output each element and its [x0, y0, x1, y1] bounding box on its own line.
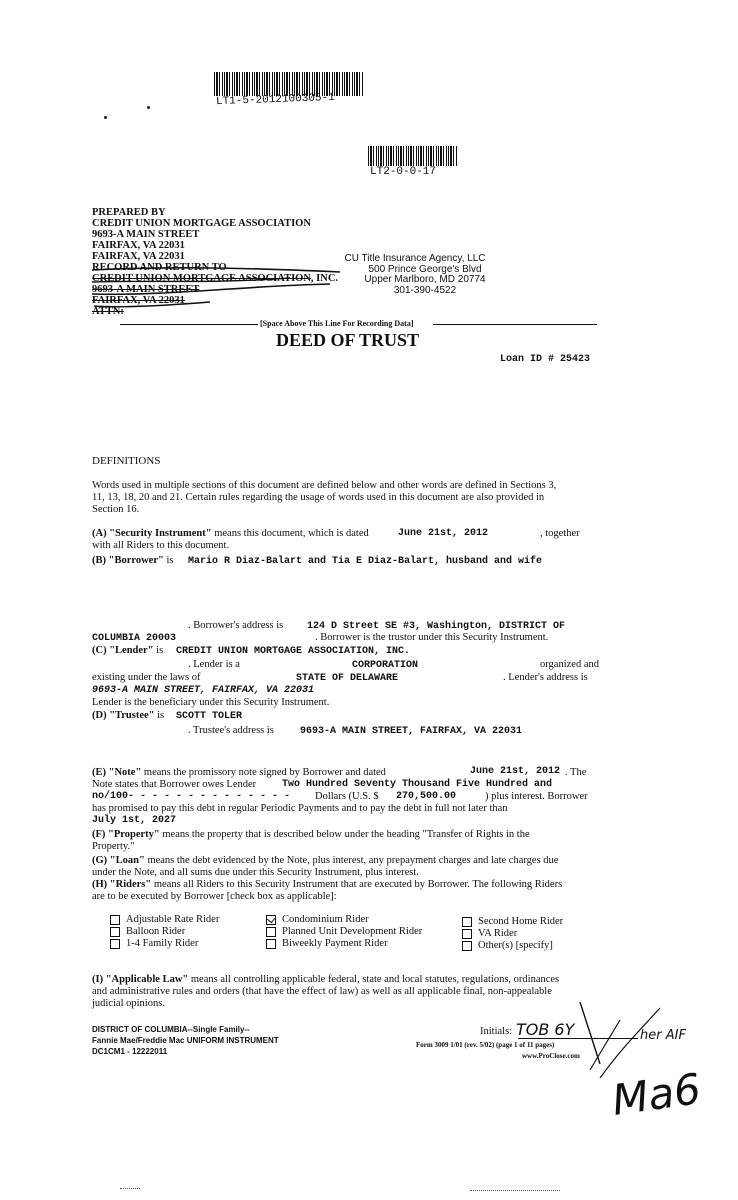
section-g-line2: under the Note, and all sums due under this Security Instrument, plus interest. — [92, 867, 419, 878]
rider-label: VA Rider — [478, 928, 518, 939]
rider-option[interactable] — [110, 914, 219, 926]
borrower-address-1: 124 D Street SE #3, Washington, DISTRICT OF — [307, 621, 566, 632]
intro-line: Words used in multiple sections of this document are defined below and other words are defined in Sections 3, — [92, 480, 557, 491]
attn-line: ATTN: — [92, 306, 124, 317]
agency-city: Upper Marlboro, MD 20774 — [364, 274, 486, 285]
section-text: means the property that is described below under the heading "Transfer of Rights in the — [159, 829, 530, 840]
pen-strike-lines — [90, 262, 350, 322]
footer-form: Form 3009 1/01 (rev. 5/02) (page 1 of 11 pages) — [416, 1041, 555, 1049]
bottom-signature: Ma6 — [609, 1064, 704, 1125]
inc-text: , INC. — [310, 273, 339, 284]
riders-col-1 — [110, 914, 219, 950]
note-amount-words: Two Hundred Seventy Thousand Five Hundred and — [282, 779, 553, 790]
prepared-org: CREDIT UNION MORTGAGE ASSOCIATION — [92, 218, 311, 229]
borrower-names: Mario R Diaz-Balart and Tia E Diaz-Balart, husband and wife — [188, 556, 543, 567]
trustee-name: SCOTT TOLER — [176, 711, 243, 722]
section-i-line2: and administrative rules and orders (that have the effect of law) as well as all applicable final, non-appealable — [92, 986, 552, 997]
section-b — [92, 555, 173, 567]
section-f — [92, 829, 530, 841]
section-label: (I) — [92, 974, 104, 985]
scan-artifact — [120, 1188, 140, 1189]
defined-term: "Note" — [108, 767, 142, 778]
rider-option[interactable] — [462, 940, 563, 952]
section-i-line3: judicial opinions. — [92, 998, 165, 1009]
lender-state: STATE OF DELAWARE — [296, 673, 399, 684]
definitions-heading: DEFINITIONS — [92, 455, 161, 467]
note-tail: . The — [565, 767, 587, 778]
lender-existing: existing under the laws of — [92, 672, 201, 683]
section-i — [92, 974, 559, 986]
rider-option[interactable] — [110, 926, 219, 938]
section-label: (A) — [92, 528, 107, 539]
section-label: (D) — [92, 710, 107, 721]
defined-term: "Property" — [108, 829, 160, 840]
checkbox[interactable] — [266, 939, 276, 949]
prepared-city-2: FAIRFAX, VA 22031 — [92, 251, 185, 262]
checkbox-checked[interactable] — [266, 915, 276, 925]
checkbox[interactable] — [266, 927, 276, 937]
recording-rule-left — [120, 324, 258, 325]
riders-col-3 — [462, 916, 563, 952]
rider-label: Planned Unit Development Rider — [282, 926, 423, 937]
record-return: RECORD AND RETURN TO — [92, 262, 227, 273]
section-text: means the debt evidenced by the Note, plus interest, any prepayment charges and late charges due — [144, 855, 559, 866]
lender-address-label: . Lender's address is — [503, 672, 588, 683]
footer-instrument: Fannie Mae/Freddie Mac UNIFORM INSTRUMENT — [92, 1036, 279, 1045]
section-label: (F) — [92, 829, 106, 840]
note-amount: 270,500.00 — [396, 791, 457, 802]
loan-id: Loan ID # 25423 — [500, 354, 591, 365]
section-d — [92, 710, 164, 722]
section-g — [92, 855, 558, 867]
recording-rule-right — [433, 324, 597, 325]
struck-org-a: CREDIT UNION MORTGAG — [92, 273, 230, 284]
rider-option[interactable] — [266, 938, 422, 950]
security-instrument-date: June 21st, 2012 — [398, 528, 489, 539]
rider-option[interactable] — [110, 938, 219, 950]
intro-line: Section 16. — [92, 504, 140, 515]
section-text: is — [154, 710, 165, 721]
defined-term: "Riders" — [109, 879, 152, 890]
checkbox[interactable] — [462, 929, 472, 939]
defined-term: "Loan" — [109, 855, 145, 866]
struck-org-b: E ASSOCIATION — [229, 273, 311, 284]
rider-label: Second Home Rider — [478, 916, 564, 927]
rider-option[interactable] — [266, 914, 422, 926]
footer-form-type: DISTRICT OF COLUMBIA--Single Family-- — [92, 1025, 250, 1034]
defined-term: "Applicable Law" — [105, 974, 189, 985]
lender-address: 9693-A MAIN STREET, FAIRFAX, VA 22031 — [92, 685, 315, 696]
section-a-tail: , together — [540, 528, 580, 539]
footer-site: www.ProClose.com — [522, 1052, 580, 1060]
lender-name: CREDIT UNION MORTGAGE ASSOCIATION, INC. — [176, 646, 411, 657]
section-c — [92, 645, 163, 657]
agency-street: 500 Prince George's Blvd — [368, 263, 482, 275]
agency-name: CU Title Insurance Agency, LLC — [344, 253, 486, 264]
riders-col-2 — [266, 914, 422, 950]
intro-line: 11, 13, 18, 20 and 21. Certain rules regarding the usage of words used in this document are also provided in — [92, 492, 545, 503]
barcode-second — [368, 146, 458, 166]
lender-organized: organized and — [540, 659, 599, 670]
section-text: means all controlling applicable federal, state and local statutes, regulations, ordinances — [188, 974, 560, 985]
section-label: (G) — [92, 855, 108, 866]
initials-label: Initials: — [480, 1026, 513, 1037]
section-text: is — [163, 555, 174, 566]
rider-label: Other(s) [specify] — [478, 940, 553, 951]
lender-beneficiary: Lender is the beneficiary under this Security Instrument. — [92, 697, 330, 708]
defined-term: "Security Instrument" — [109, 528, 212, 539]
prepared-heading: PREPARED BY — [92, 207, 166, 218]
barcode-top — [214, 72, 364, 96]
note-plus-interest: ) plus interest. Borrower — [485, 791, 588, 802]
barcode-top-label: LT1-5-2012100305-1 — [215, 91, 336, 109]
defined-term: "Trustee" — [109, 710, 155, 721]
title-agency-stamp — [340, 254, 490, 296]
section-a — [92, 528, 369, 540]
trustee-address: 9693-A MAIN STREET, FAIRFAX, VA 22031 — [300, 726, 523, 737]
rider-option[interactable] — [462, 916, 563, 928]
checkbox[interactable] — [110, 939, 120, 949]
note-amount-words-2: no/100- - - - - - - - - - - - - - — [92, 791, 291, 802]
section-a-line2: with all Riders to this document. — [92, 540, 230, 551]
speck — [104, 116, 107, 119]
checkbox[interactable] — [462, 917, 472, 927]
borrower-trustor: . Borrower is the trustor under this Security Instrument. — [315, 632, 549, 643]
borrower-address-2: COLUMBIA 20003 — [92, 633, 177, 644]
agency-phone: 301-390-4522 — [393, 284, 457, 296]
initials-handwritten: TOB 6Y — [516, 1020, 575, 1039]
rider-label: Adjustable Rate Rider — [126, 914, 220, 925]
section-h-line2: are to be executed by Borrower [check box as applicable]: — [92, 891, 337, 902]
prepared-street: 9693-A MAIN STREET — [92, 229, 200, 240]
section-text: means the promissory note signed by Borrower and dated — [141, 767, 386, 778]
note-date: June 21st, 2012 — [470, 766, 561, 777]
section-h — [92, 879, 562, 891]
footer-left — [92, 1025, 279, 1056]
rider-label: Biweekly Payment Rider — [282, 938, 388, 949]
checkbox[interactable] — [462, 941, 472, 951]
defined-term: "Borrower" — [108, 555, 164, 566]
struck-city: FAIRFAX, VA 22031 — [92, 295, 185, 306]
rider-label: 1-4 Family Rider — [126, 938, 199, 949]
barcode-second-label: LT2-0-0-17 — [370, 166, 437, 178]
definitions-intro — [92, 480, 556, 516]
section-label: (C) — [92, 645, 107, 656]
section-f-line2: Property." — [92, 841, 135, 852]
recording-data-label: [Space Above This Line For Recording Data] — [260, 319, 414, 328]
section-label: (E) — [92, 767, 106, 778]
section-e — [92, 767, 386, 779]
section-text: means all Riders to this Security Instrument that are executed by Borrower. The following Riders — [151, 879, 563, 890]
footer-code: DC1CM1 - 12222011 — [92, 1047, 168, 1056]
initials-handwritten-aif: her AIF — [640, 1028, 686, 1043]
doc-title: DEED OF TRUST — [276, 330, 420, 350]
section-label: (H) — [92, 879, 108, 890]
rider-label: Condominium Rider — [282, 914, 369, 925]
note-owes: Note states that Borrower owes Lender — [92, 779, 257, 790]
checkbox[interactable] — [110, 915, 120, 925]
defined-term: "Lender" — [109, 645, 154, 656]
section-text: means this document, which is dated — [211, 528, 369, 539]
rider-label: Balloon Rider — [126, 926, 186, 937]
scan-artifact — [470, 1190, 560, 1191]
speck — [147, 106, 150, 109]
lender-type: CORPORATION — [352, 660, 419, 671]
rider-option[interactable] — [266, 926, 422, 938]
rider-option[interactable] — [462, 928, 563, 940]
checkbox[interactable] — [110, 927, 120, 937]
struck-street: 9693-A MAIN STREET — [92, 284, 200, 295]
lender-is-a: . Lender is a — [188, 659, 240, 670]
note-dollars-label: Dollars (U.S. $ — [315, 791, 379, 802]
note-maturity: July 1st, 2027 — [92, 815, 177, 826]
section-text: is — [153, 645, 164, 656]
prepared-city: FAIRFAX, VA 22031 — [92, 240, 185, 251]
section-label: (B) — [92, 555, 106, 566]
note-promise: has promised to pay this debt in regular Periodic Payments and to pay the debt in full not later than — [92, 803, 508, 814]
borrower-address-label: . Borrower's address is — [188, 620, 284, 631]
trustee-address-label: . Trustee's address is — [188, 725, 274, 736]
